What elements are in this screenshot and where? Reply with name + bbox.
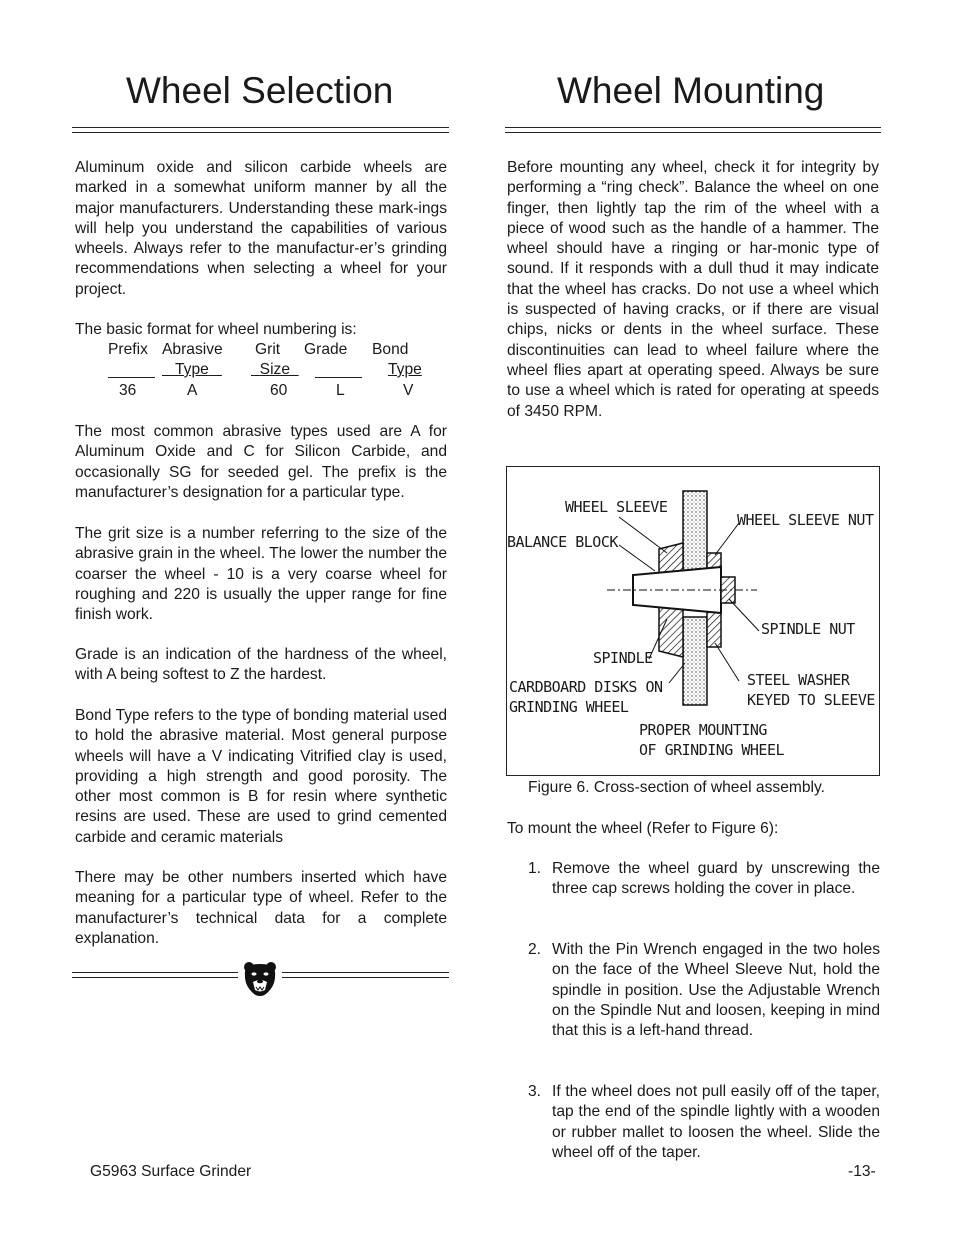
- step-number: 2.: [528, 941, 542, 958]
- wheel-mounting-title: Wheel Mounting: [557, 70, 825, 111]
- title-rule: [72, 127, 449, 133]
- value-grit: 60: [270, 382, 288, 399]
- title-rule: [505, 127, 881, 133]
- page-number: -13-: [848, 1163, 876, 1180]
- figure-caption: Figure 6. Cross-section of wheel assembly.: [528, 779, 825, 796]
- mount-intro: To mount the wheel (Refer to Figure 6):: [507, 820, 779, 837]
- bear-logo-icon: [241, 960, 279, 998]
- header-bond-type: Type: [388, 361, 422, 378]
- prefix-underline: [108, 377, 155, 378]
- list-item: [528, 1082, 880, 1164]
- label-cardboard-disks: CARDBOARD DISKS ON: [509, 678, 663, 696]
- label-balance-block: BALANCE BLOCK: [507, 533, 618, 551]
- ring-check-paragraph: Before mounting any wheel, check it for integrity by performing a “ring check”. Balance the wheel on one finger, then lightly tap the rim of the wheel with a piece of wood such as the handle of a hammer. The wheel should have a ringing or har-monic type of sound. If it responds with a dull thud it may indicate that the wheel has cracks. Do not use a wheel which is suspected of having cracks, or if there are visual chips, nicks or dents in the wheel surface. These discontinuities can lead to wheel failure where the wheel flies apart at operating speed. Always be sure to use a wheel which is rated for operating at speeds of 3450 RPM.: [507, 159, 879, 420]
- wheel-assembly-diagram: [507, 467, 878, 774]
- abrasive-types-paragraph: The most common abrasive types used are A for Aluminum Oxide and C for Silicon Carbide, and occasionally SG for seeded gel. The prefix is the manufacturer’s designation for a particular type.: [75, 423, 447, 501]
- label-of-grinding-wheel: OF GRINDING WHEEL: [639, 741, 785, 759]
- step-number: 3.: [528, 1083, 542, 1100]
- label-spindle-nut: SPINDLE NUT: [761, 620, 855, 638]
- wheel-selection-title: Wheel Selection: [126, 70, 394, 111]
- header-abrasive-type: Type: [175, 361, 209, 378]
- footer-model: G5963 Surface Grinder: [90, 1163, 252, 1180]
- grade-paragraph: Grade is an indication of the hardness of the wheel, with A being softest to Z the hardest.: [75, 646, 447, 684]
- bond-type-paragraph: Bond Type refers to the type of bonding material used to hold the abrasive material. Most general purpose wheels will have a V indicating Vitrified clay is used, providing a high strength and good porosity. The other most common is B for resin where synthetic resins are used. These are used to grind cemented carbide and ceramic materials: [75, 707, 447, 846]
- figure-6: [506, 466, 880, 776]
- header-grit-size: Size: [259, 361, 291, 378]
- grit-size-paragraph: The grit size is a number referring to the size of the abrasive grain in the wheel. The lower the number the coarser the wheel - 10 is a very coarse wheel for roughing and 220 is usually the upper range for fine finish work.: [75, 525, 447, 624]
- divider-right-rule: [282, 972, 449, 978]
- divider-left-rule: [72, 972, 238, 978]
- numbering-format-intro: The basic format for wheel numbering is:: [75, 321, 357, 338]
- step-number: 1.: [528, 860, 542, 877]
- label-spindle: SPINDLE: [593, 649, 653, 667]
- grade-underline: [315, 377, 362, 378]
- header-bond: Bond: [372, 341, 409, 358]
- wheel-markings-paragraph: Aluminum oxide and silicon carbide wheels are marked in a somewhat uniform manner by all the major manufacturers. Understanding these mark-ings will help you understand the capabilities of various wheels. Always refer to the manufactur-er’s grinding recommendations when selecting a wheel for your project.: [75, 159, 447, 298]
- header-grade: Grade: [304, 341, 348, 358]
- list-item: [528, 940, 880, 1063]
- label-proper-mounting: PROPER MOUNTING: [639, 721, 767, 739]
- value-grade: L: [336, 382, 345, 399]
- label-steel-washer: STEEL WASHER: [747, 671, 850, 689]
- list-item: [528, 859, 880, 921]
- label-wheel-sleeve-nut: WHEEL SLEEVE NUT: [737, 511, 874, 529]
- step-text: Remove the wheel guard by unscrewing the three cap screws holding the cover in place.: [552, 860, 880, 898]
- header-prefix: Prefix: [108, 341, 148, 358]
- value-bond: V: [403, 382, 414, 399]
- value-prefix: 36: [119, 382, 137, 399]
- value-abrasive: A: [187, 382, 198, 399]
- step-text: If the wheel does not pull easily off of the taper, tap the end of the spindle lightly with a wooden or rubber mallet to loosen the wheel. Slide the wheel off of the taper.: [552, 1083, 880, 1161]
- label-keyed-to-sleeve: KEYED TO SLEEVE: [747, 691, 875, 709]
- header-abrasive: Abrasive: [162, 341, 223, 358]
- header-grit: Grit: [255, 341, 281, 358]
- other-numbers-paragraph: There may be other numbers inserted which have meaning for a particular type of wheel. Refer to the manufacturer’s technical data for a complete explanation.: [75, 869, 447, 947]
- label-grinding-wheel: GRINDING WHEEL: [509, 698, 629, 716]
- step-text: With the Pin Wrench engaged in the two holes on the face of the Wheel Sleeve Nut, hold the spindle in position. Use the Adjustable Wrench on the Spindle Nut and loosen, keeping in mind that this is a left-hand thread.: [552, 941, 880, 1040]
- label-wheel-sleeve: WHEEL SLEEVE: [565, 498, 668, 516]
- wheel-numbering-table: [75, 340, 447, 402]
